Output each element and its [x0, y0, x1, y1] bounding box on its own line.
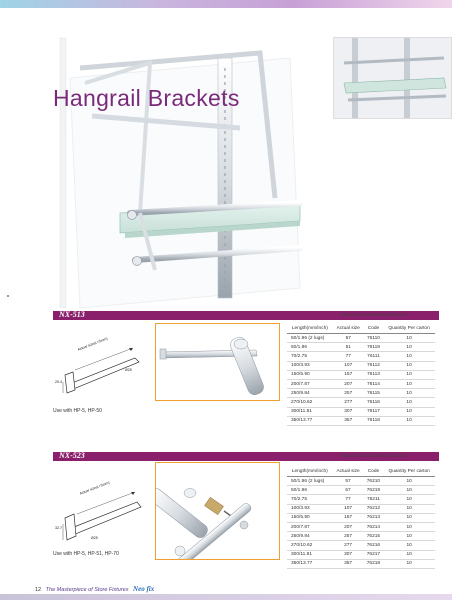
table-cell: 150/5.90 [287, 513, 333, 522]
column-header: Actual size [333, 325, 364, 334]
table-cell: 10 [383, 495, 435, 504]
table-row [287, 495, 435, 504]
table-cell: 76117 [364, 407, 383, 416]
table-row [287, 416, 435, 425]
bracket-diagram [55, 474, 155, 549]
table-cell: 10 [383, 477, 435, 486]
table-cell: 50/1.96 [287, 486, 333, 495]
table-cell: 76213 [364, 513, 384, 522]
table-row [287, 559, 435, 568]
table-cell: 157 [333, 370, 364, 379]
bottom-color-bar [0, 594, 452, 600]
table-cell: 300/11.81 [287, 550, 333, 559]
table-header-row [287, 325, 435, 334]
table-cell: 76210 [364, 477, 384, 486]
bracket-photo-nx523 [155, 462, 280, 560]
table-row [287, 370, 435, 379]
table-cell: 51 [333, 343, 364, 352]
table-cell: 77 [333, 352, 364, 361]
table-cell: 357 [333, 416, 364, 425]
table-row [287, 343, 435, 352]
column-header: Length(mm/inch) [287, 325, 333, 334]
table-cell: 76112 [364, 361, 383, 370]
table-cell: 10 [383, 559, 435, 568]
brand-logo: Neo fix [133, 585, 155, 593]
table-cell: 350/13.77 [287, 559, 333, 568]
table-cell: 76118 [364, 416, 383, 425]
table-cell: 76215 [364, 532, 384, 541]
table-cell: 76119 [364, 343, 383, 352]
table-cell: 277 [333, 398, 364, 407]
dimension-label-length: Actual size(L+5mm) [77, 336, 109, 352]
table-cell: 270/10.62 [287, 541, 333, 550]
use-with-note: Use with HP-5, HP-51, HP-70 [53, 551, 119, 557]
table-cell: 307 [333, 407, 364, 416]
table-cell: 100/3.93 [287, 504, 333, 513]
table-row [287, 352, 435, 361]
page-number: 12 [35, 587, 42, 593]
table-cell: 70/2.75 [287, 495, 333, 504]
table-cell: 300/11.81 [287, 407, 333, 416]
table-cell: 277 [333, 541, 364, 550]
table-cell: 150/5.90 [287, 370, 333, 379]
table-cell: 100/3.93 [287, 361, 333, 370]
table-cell: 10 [383, 343, 435, 352]
table-cell: 76116 [364, 398, 383, 407]
table-row [287, 379, 435, 388]
table-cell: 10 [383, 407, 435, 416]
table-cell: 76217 [364, 550, 384, 559]
table-cell: 250/9.84 [287, 389, 333, 398]
table-cell: 10 [383, 504, 435, 513]
column-header: Code [364, 468, 384, 477]
table-cell: 10 [383, 398, 435, 407]
table-cell: 10 [383, 550, 435, 559]
column-header: Quantity Per carton [383, 325, 435, 334]
table-cell: 76111 [364, 352, 383, 361]
table-cell: 250/9.84 [287, 532, 333, 541]
table-cell: 157 [333, 513, 364, 522]
table-row [287, 486, 435, 495]
dimension-label-tube: Ø25 [125, 368, 132, 372]
table-cell: 50/1.96 (2 lugs) [287, 477, 333, 486]
table-cell: 76110 [364, 334, 383, 343]
table-cell: 357 [333, 559, 364, 568]
table-cell: 10 [383, 370, 435, 379]
table-cell: 200/7.87 [287, 379, 333, 388]
table-cell: 10 [383, 361, 435, 370]
table-row [287, 407, 435, 416]
bracket-photo-nx513 [155, 323, 280, 401]
table-cell: 77 [333, 495, 364, 504]
table-cell: 10 [383, 416, 435, 425]
table-row [287, 504, 435, 513]
column-header: Quantity Per carton [383, 468, 435, 477]
spec-table-nx523 [287, 468, 435, 569]
table-row [287, 532, 435, 541]
table-cell: 107 [333, 361, 364, 370]
table-row [287, 477, 435, 486]
table-cell: 10 [383, 379, 435, 388]
spec-table-nx513 [287, 325, 435, 426]
shelf-thumbnail-photo [333, 37, 452, 119]
table-header-row [287, 468, 435, 477]
table-cell: 76218 [364, 559, 384, 568]
page-title: Hangrail Brackets [53, 85, 240, 111]
table-cell: 307 [333, 550, 364, 559]
dimension-label-length: Actual size(L+5mm) [79, 480, 111, 496]
column-header: Actual size [333, 468, 364, 477]
table-cell: 76216 [364, 541, 384, 550]
table-cell: 76115 [364, 389, 383, 398]
footer-tagline: The Masterpiece of Store Fixtures [45, 587, 129, 593]
product-code: NX-513 [59, 310, 85, 319]
table-row [287, 550, 435, 559]
table-row [287, 361, 435, 370]
column-header: Code [364, 325, 383, 334]
table-cell: 200/7.87 [287, 522, 333, 531]
dimension-label-height: 25.4 [55, 380, 62, 384]
column-header: Length(mm/inch) [287, 468, 333, 477]
section-note: Bracket for round tubing Ø25 mm [340, 453, 407, 458]
table-cell: 57 [333, 334, 364, 343]
table-row [287, 389, 435, 398]
table-cell: 57 [333, 477, 364, 486]
table-row [287, 513, 435, 522]
table-cell: 76219 [364, 486, 384, 495]
page-footer [35, 585, 154, 593]
table-cell: 10 [383, 486, 435, 495]
dimension-label-tube: Ø25 [91, 536, 98, 540]
table-cell: 10 [383, 522, 435, 531]
use-with-note: Use with HP-5, HP-50 [53, 408, 102, 414]
table-cell: 10 [383, 513, 435, 522]
table-cell: 50/1.96 (2 lugs) [287, 334, 333, 343]
table-cell: 257 [333, 389, 364, 398]
table-cell: 10 [383, 532, 435, 541]
product-code: NX-523 [59, 451, 85, 460]
table-cell: 10 [383, 389, 435, 398]
table-cell: 76214 [364, 522, 384, 531]
table-cell: 70/2.75 [287, 352, 333, 361]
table-cell: 350/13.77 [287, 416, 333, 425]
table-cell: 76212 [364, 504, 384, 513]
table-cell: 10 [383, 334, 435, 343]
table-cell: 257 [333, 532, 364, 541]
bracket-exploded-illustration [156, 463, 279, 559]
table-cell: 50/1.96 [287, 343, 333, 352]
top-color-bar [0, 0, 452, 8]
table-cell: 207 [333, 379, 364, 388]
table-cell: 76114 [364, 379, 383, 388]
table-cell: 76211 [364, 495, 384, 504]
table-row [287, 541, 435, 550]
margin-mark [7, 295, 9, 297]
table-row [287, 334, 435, 343]
table-cell: 10 [383, 541, 435, 550]
section-note: Bracket for round tubing Ø25 mm [340, 312, 407, 317]
thumbnail-illustration [334, 38, 451, 118]
table-cell: 270/10.62 [287, 398, 333, 407]
table-cell: 107 [333, 504, 364, 513]
bracket-photo-illustration [156, 324, 279, 400]
table-row [287, 522, 435, 531]
table-cell: 76113 [364, 370, 383, 379]
dimension-label-height: 32.7 [55, 526, 62, 530]
table-cell: 207 [333, 522, 364, 531]
table-row [287, 398, 435, 407]
bracket-diagram [55, 330, 155, 400]
table-cell: 10 [383, 352, 435, 361]
table-cell: 57 [333, 486, 364, 495]
